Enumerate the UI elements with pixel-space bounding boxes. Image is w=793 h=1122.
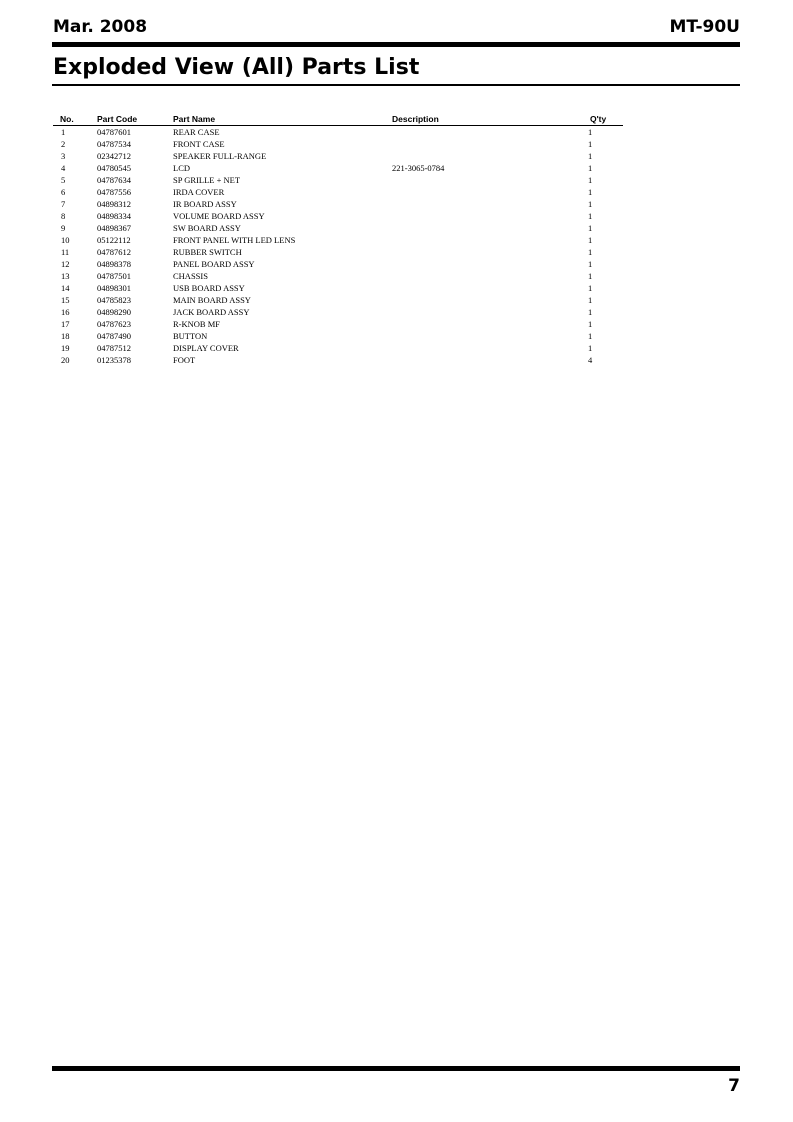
cell-part-code: 04898378 [97, 259, 131, 269]
cell-description [392, 234, 586, 246]
cell-no: 14 [61, 283, 70, 293]
table-row [53, 342, 623, 354]
cell-qty: 1 [588, 139, 593, 149]
cell-part-code: 04787601 [97, 127, 131, 137]
cell-qty: 1 [588, 331, 593, 341]
cell-part-name: IR BOARD ASSY [173, 199, 237, 209]
cell-part-code: 04780545 [97, 163, 131, 173]
cell-description [392, 186, 586, 198]
cell-description: 221-3065-0784 [392, 163, 445, 173]
cell-part-name: USB BOARD ASSY [173, 283, 245, 293]
cell-no: 11 [61, 247, 70, 257]
cell-no: 12 [61, 259, 70, 269]
cell-no: 2 [61, 139, 66, 149]
cell-part-code: 04898312 [97, 199, 131, 209]
cell-qty: 1 [588, 151, 593, 161]
cell-no: 7 [61, 199, 66, 209]
parts-table [53, 113, 623, 366]
cell-part-name: IRDA COVER [173, 187, 225, 197]
table-row [53, 246, 623, 258]
cell-part-code: 04787490 [97, 331, 131, 341]
table-row [53, 162, 623, 174]
cell-description [392, 342, 586, 354]
cell-description [392, 330, 586, 342]
table-row [53, 126, 623, 139]
cell-qty: 1 [588, 259, 593, 269]
cell-part-name: FRONT CASE [173, 139, 225, 149]
cell-description [392, 150, 586, 162]
footer-rule [52, 1066, 740, 1071]
cell-description [392, 270, 586, 282]
table-row [53, 354, 623, 366]
cell-part-name: LCD [173, 163, 190, 173]
cell-description [392, 294, 586, 306]
cell-part-name: R-KNOB MF [173, 319, 220, 329]
cell-part-code: 04898301 [97, 283, 131, 293]
table-row [53, 258, 623, 270]
cell-part-name: SPEAKER FULL-RANGE [173, 151, 267, 161]
cell-part-code: 04787556 [97, 187, 131, 197]
header-date: Mar. 2008 [53, 17, 148, 37]
cell-no: 16 [61, 307, 70, 317]
cell-no: 8 [61, 211, 66, 221]
table-row [53, 222, 623, 234]
cell-no: 17 [61, 319, 70, 329]
cell-part-code: 04898334 [97, 211, 131, 221]
cell-no: 19 [61, 343, 70, 353]
table-row [53, 282, 623, 294]
table-row [53, 138, 623, 150]
cell-part-code: 01235378 [97, 355, 131, 365]
cell-part-name: SW BOARD ASSY [173, 223, 241, 233]
table-row [53, 186, 623, 198]
cell-qty: 4 [588, 355, 593, 365]
cell-no: 9 [61, 223, 66, 233]
cell-description [392, 354, 586, 366]
cell-part-name: FRONT PANEL WITH LED LENS [173, 235, 296, 245]
cell-part-name: CHASSIS [173, 271, 208, 281]
cell-no: 6 [61, 187, 66, 197]
table-row [53, 318, 623, 330]
page-title: Exploded View (All) Parts List [53, 55, 420, 80]
cell-qty: 1 [588, 211, 593, 221]
title-rule [52, 84, 740, 86]
cell-no: 3 [61, 151, 66, 161]
cell-qty: 1 [588, 247, 593, 257]
cell-part-name: BUTTON [173, 331, 208, 341]
cell-no: 1 [61, 127, 66, 137]
cell-part-code: 04787623 [97, 319, 131, 329]
cell-qty: 1 [588, 319, 593, 329]
cell-part-code: 04787534 [97, 139, 131, 149]
column-header-no: No. [53, 113, 97, 126]
cell-description [392, 210, 586, 222]
header-rule [52, 42, 740, 47]
cell-qty: 1 [588, 235, 593, 245]
cell-qty: 1 [588, 163, 593, 173]
cell-part-code: 04898367 [97, 223, 131, 233]
cell-part-name: RUBBER SWITCH [173, 247, 242, 257]
cell-no: 15 [61, 295, 70, 305]
cell-part-code: 05122112 [97, 235, 131, 245]
cell-part-name: SP GRILLE + NET [173, 175, 241, 185]
cell-qty: 1 [588, 283, 593, 293]
cell-qty: 1 [588, 199, 593, 209]
column-header-part-code: Part Code [97, 113, 173, 126]
column-header-description: Description [392, 113, 586, 126]
cell-no: 4 [61, 163, 66, 173]
table-row [53, 150, 623, 162]
table-row [53, 198, 623, 210]
cell-qty: 1 [588, 175, 593, 185]
cell-qty: 1 [588, 223, 593, 233]
cell-part-name: PANEL BOARD ASSY [173, 259, 255, 269]
cell-qty: 1 [588, 343, 593, 353]
table-row [53, 174, 623, 186]
cell-part-code: 04787612 [97, 247, 131, 257]
cell-part-name: VOLUME BOARD ASSY [173, 211, 265, 221]
cell-part-code: 04785823 [97, 295, 131, 305]
cell-part-name: JACK BOARD ASSY [173, 307, 250, 317]
cell-no: 18 [61, 331, 70, 341]
cell-part-code: 04787634 [97, 175, 131, 185]
cell-description [392, 306, 586, 318]
table-row [53, 294, 623, 306]
cell-part-code: 02342712 [97, 151, 131, 161]
page-number: 7 [728, 1076, 740, 1096]
header-model: MT-90U [669, 17, 740, 37]
cell-description [392, 174, 586, 186]
cell-qty: 1 [588, 295, 593, 305]
cell-description [392, 198, 586, 210]
cell-description [392, 258, 586, 270]
cell-part-name: REAR CASE [173, 127, 220, 137]
cell-description [392, 222, 586, 234]
cell-part-name: MAIN BOARD ASSY [173, 295, 251, 305]
cell-qty: 1 [588, 187, 593, 197]
cell-part-code: 04898290 [97, 307, 131, 317]
cell-part-code: 04787501 [97, 271, 131, 281]
table-row [53, 210, 623, 222]
cell-qty: 1 [588, 127, 593, 137]
table-row [53, 306, 623, 318]
column-header-part-name: Part Name [173, 113, 392, 126]
cell-part-code: 04787512 [97, 343, 131, 353]
table-row [53, 330, 623, 342]
cell-qty: 1 [588, 271, 593, 281]
cell-description [392, 126, 586, 139]
cell-description [392, 282, 586, 294]
cell-description [392, 246, 586, 258]
table-header-row [53, 113, 623, 126]
column-header-qty: Q'ty [586, 113, 623, 126]
cell-no: 13 [61, 271, 70, 281]
cell-no: 5 [61, 175, 66, 185]
cell-description [392, 318, 586, 330]
table-row [53, 234, 623, 246]
table-row [53, 270, 623, 282]
cell-part-name: DISPLAY COVER [173, 343, 239, 353]
cell-no: 10 [61, 235, 70, 245]
cell-description [392, 138, 586, 150]
cell-part-name: FOOT [173, 355, 196, 365]
parts-table-body [53, 126, 623, 367]
cell-no: 20 [61, 355, 70, 365]
cell-qty: 1 [588, 307, 593, 317]
